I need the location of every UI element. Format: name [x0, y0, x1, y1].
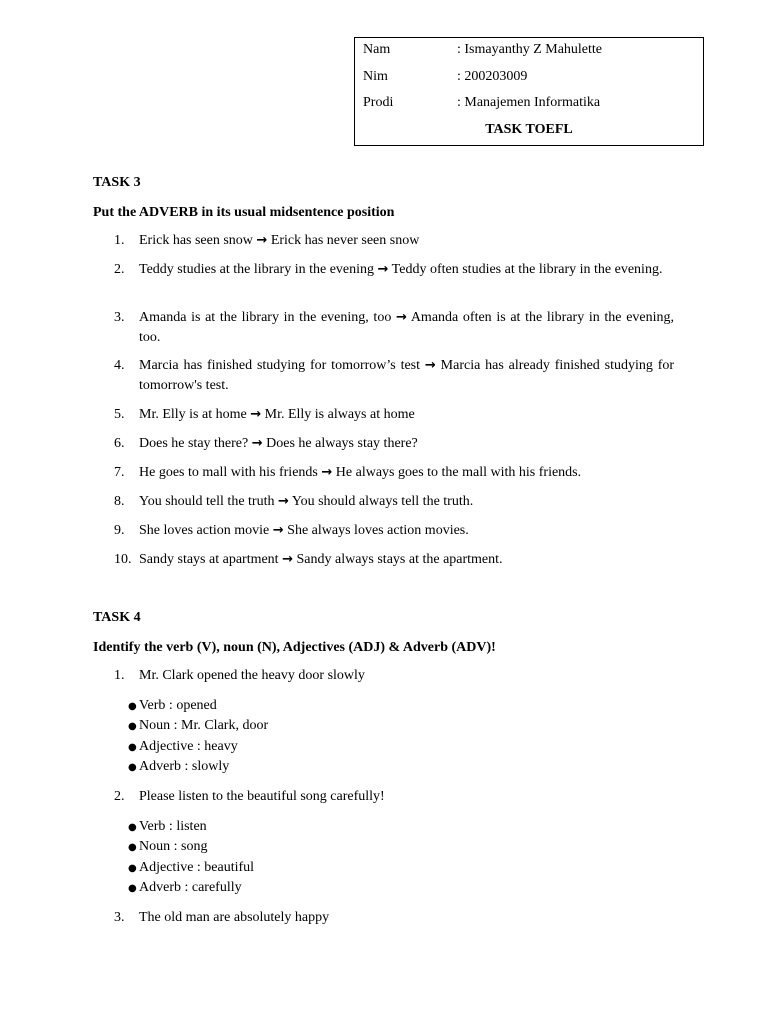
- arrow-right-icon: →: [272, 523, 284, 538]
- bullet-text: Adverb : carefully: [139, 880, 242, 895]
- arrow-right-icon: →: [256, 233, 268, 248]
- task4-item: [114, 787, 674, 807]
- original-sentence: Erick has seen snow: [139, 233, 253, 248]
- original-sentence: Does he stay there?: [139, 436, 249, 451]
- revised-sentence: Erick has never seen snow: [270, 233, 420, 248]
- original-sentence: Amanda is at the library in the evening, too: [139, 310, 392, 325]
- identity-row-nim: [363, 69, 527, 85]
- bullet-text: Verb : opened: [139, 698, 217, 713]
- identity-key: Nim: [363, 69, 388, 84]
- original-sentence: You should tell the truth: [139, 494, 275, 509]
- original-sentence: Marcia has finished studying for tomorrow’s test: [139, 358, 421, 373]
- task4-sentence: The old man are absolutely happy: [139, 910, 330, 925]
- task4-item: [114, 666, 674, 686]
- revised-sentence: Mr. Elly is always at home: [264, 407, 415, 422]
- original-sentence: She loves action movie: [139, 523, 270, 538]
- revised-sentence: Sandy always stays at the apartment.: [296, 552, 503, 567]
- identity-value: : Manajemen Informatika: [457, 95, 601, 110]
- bullet-icon: ●: [128, 822, 137, 833]
- item-number: 7.: [114, 465, 125, 480]
- bullet-item: [128, 819, 207, 836]
- original-sentence: Mr. Elly is at home: [139, 407, 247, 422]
- identity-value: : Ismayanthy Z Mahulette: [457, 42, 603, 57]
- arrow-right-icon: →: [251, 436, 263, 451]
- task3-item: [114, 463, 674, 483]
- bullet-item: [128, 718, 268, 735]
- task4-sentence: Please listen to the beautiful song carefully!: [139, 789, 385, 804]
- original-sentence: Sandy stays at apartment: [139, 552, 279, 567]
- revised-sentence: Amanda often is at the library in the evening, too.: [139, 310, 675, 345]
- arrow-right-icon: →: [424, 358, 436, 373]
- bullet-text: Adjective : heavy: [139, 739, 238, 754]
- revised-sentence: Teddy often studies at the library in the evening.: [391, 262, 663, 277]
- bullet-item: [128, 860, 254, 877]
- task3-item: [114, 356, 674, 395]
- arrow-right-icon: →: [321, 465, 333, 480]
- revised-sentence: Marcia has already finished studying for tomorrow's test.: [139, 358, 675, 393]
- item-number: 3.: [114, 910, 125, 925]
- task4-heading: TASK 4: [93, 610, 141, 625]
- task3-item: [114, 434, 674, 454]
- task4-instruction: Identify the verb (V), noun (N), Adjectives (ADJ) & Adverb (ADV)!: [93, 640, 496, 655]
- bullet-text: Noun : song: [139, 839, 208, 854]
- item-number: 3.: [114, 310, 125, 325]
- task3-item: [114, 492, 674, 512]
- bullet-icon: ●: [128, 863, 137, 874]
- revised-sentence: She always loves action movies.: [287, 523, 469, 538]
- task3-item: [114, 308, 674, 347]
- document-title: TASK TOEFL: [485, 122, 573, 137]
- arrow-right-icon: →: [282, 552, 293, 567]
- original-sentence: He goes to mall with his friends: [139, 465, 318, 480]
- item-number: 10.: [114, 552, 132, 567]
- identity-box: [354, 37, 704, 146]
- arrow-right-icon: →: [396, 310, 407, 325]
- identity-key: Prodi: [363, 95, 394, 110]
- bullet-item: [128, 698, 217, 715]
- task3-instruction: Put the ADVERB in its usual midsentence position: [93, 205, 395, 220]
- identity-value: : 200203009: [457, 69, 528, 84]
- bullet-text: Noun : Mr. Clark, door: [139, 718, 269, 733]
- identity-key: Nam: [363, 42, 391, 57]
- identity-row-name: [363, 42, 602, 58]
- task4-item: [114, 908, 674, 928]
- bullet-text: Adjective : beautiful: [139, 860, 255, 875]
- bullet-text: Verb : listen: [139, 819, 207, 834]
- item-number: 5.: [114, 407, 125, 422]
- original-sentence: Teddy studies at the library in the evening: [139, 262, 375, 277]
- bullet-icon: ●: [128, 883, 137, 894]
- task4-sentence: Mr. Clark opened the heavy door slowly: [139, 668, 365, 683]
- item-number: 2.: [114, 262, 125, 277]
- arrow-right-icon: →: [250, 407, 262, 422]
- task3-item: [114, 405, 674, 425]
- arrow-right-icon: →: [377, 262, 389, 277]
- item-number: 4.: [114, 358, 125, 373]
- item-number: 1.: [114, 233, 125, 248]
- bullet-icon: ●: [128, 721, 137, 732]
- revised-sentence: He always goes to the mall with his friends.: [335, 465, 582, 480]
- task3-item: [114, 521, 674, 541]
- item-number: 1.: [114, 668, 125, 683]
- bullet-item: [128, 739, 238, 756]
- bullet-icon: ●: [128, 742, 137, 753]
- item-number: 2.: [114, 789, 125, 804]
- task3-heading: TASK 3: [93, 175, 141, 190]
- bullet-icon: ●: [128, 842, 137, 853]
- task3-item: [114, 550, 674, 570]
- identity-row-prodi: [363, 95, 600, 111]
- task3-item: [114, 260, 674, 280]
- revised-sentence: You should always tell the truth.: [291, 494, 474, 509]
- item-number: 6.: [114, 436, 125, 451]
- bullet-text: Adverb : slowly: [139, 759, 230, 774]
- task3-item: [114, 231, 674, 251]
- item-number: 9.: [114, 523, 125, 538]
- revised-sentence: Does he always stay there?: [266, 436, 418, 451]
- bullet-item: [128, 839, 207, 856]
- bullet-icon: ●: [128, 701, 137, 712]
- bullet-item: [128, 880, 242, 897]
- item-number: 8.: [114, 494, 125, 509]
- arrow-right-icon: →: [277, 494, 289, 509]
- bullet-icon: ●: [128, 762, 137, 773]
- bullet-item: [128, 759, 229, 776]
